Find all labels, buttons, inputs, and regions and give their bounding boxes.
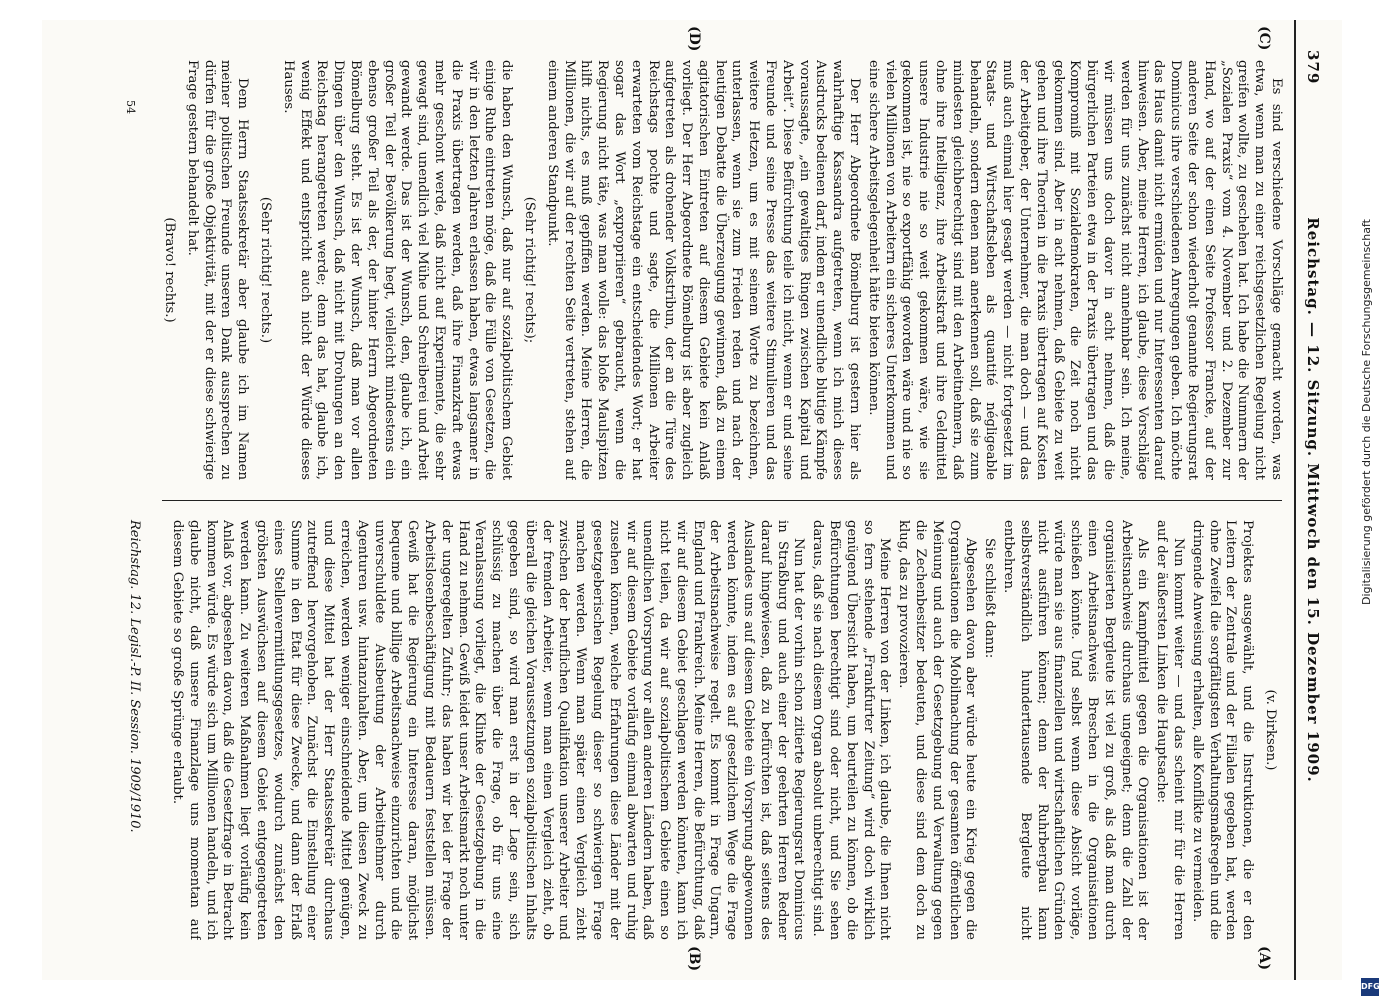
margin-marker-c: (C) (1255, 26, 1272, 51)
speaker-tag: (v. Dirksen.) (1262, 689, 1278, 771)
paragraph: Dem Herrn Staatssekretär aber glaube ich im Namen meiner politischen Freunde unseren Dank aussprechen zu dürfen für die große Objektivität, mit der er diese schwierige Frage gestern behandelt hat. (184, 60, 250, 480)
paragraph: Nun kommt weiter — und das scheint mir für die Herren auf der äußersten Linken die Hauptsache: (1153, 520, 1186, 940)
quote-paragraph: Abgesehen davon aber würde heute ein Krieg gegen die Organisationen die Mobilmachung der gesamten öffentlichen Meinung und auch der Gesetzgebung und Verwaltung gegen die Zechenbesitzer bedeuten, und diese sind dem doch zu klug, das zu provozieren. (895, 520, 978, 940)
page-header (1294, 20, 1324, 980)
column-divider (162, 500, 1282, 501)
rotated-page (42, 20, 1342, 980)
funding-note: Digitalisierung gefördert durch die Deutsche Forschungsgemeinschaft (1360, 219, 1373, 605)
paragraph: Nun hat der vorhin schon zitierte Regierungsrat Dominicus in Straßburg und auch einer der geehrten Herren Redner darauf hingewiesen, daß zu befürchten ist, daß seitens des Auslandes uns auf diesem Gebiete ein Vorsprung abgewonnen werden könnte, indem es auf gesetzlichem Wege die Frage der Arbeitsnachweise regelt. Es kommt in Frage Ungarn, England und Frankreich. Meine Herren, die Befürchtung, daß wir auf diesem Gebiet geschlagen werden könnten, kann ich nicht teilen, da wir auf sozialpolitischem Gebiete einen so unendlichen Vorsprung vor allen anderen Ländern haben, daß wir auf diesem Gebiete vorläufig einmal abwarten und ruhig zusehen können, welche Erfahrungen diese Länder mit der gesetzgeberischen Regelung dieser so schwierigen Frage machen werden. Wenn man später einen Vergleich zieht zwischen der beruflichen Qualifikation unserer Arbeiter und der fremden Arbeiter, wenn man einen Vergleich zieht, ob überall die gleichen Voraussetzungen sozialpolitischen Inhalts gegeben sind, so wird man erst in der Lage sein, sich schlüssig zu machen über die Frage, ob für uns eine Veranlassung vorliegt, die Klinke der Gesetzgebung in die Hand zu nehmen. Gewiß leidet unser Arbeitsmarkt noch unter der ungeregelten Zufuhr; das haben wir bei der Frage der Arbeitslosenbeschäftigung mit Bedauern feststellen müssen. Gewiß hat die Regierung ein Interesse daran, möglichst bequeme und billige Arbeitsnachweise einzurichten und die unverschuldete Ausbeutung der Arbeitnehmer durch Agenturen usw. hintanzuhalten. Aber, um diesen Zweck zu erreichen, werden weniger einschneidende Mittel genügen, und diese Mittel hat der Herr Staatssekretär durchaus zutreffend hervorgehoben. Zunächst die Einstellung einer Summe in den Etat für diese Zwecke, und dann der Erlaß eines Stellenvermittlungsgesetzes, wodurch zunächst den gröbsten Auswüchsen auf diesem Gebiet entgegengetreten werden kann. Zu weiteren Maßnahmen liegt vorläufig kein Anlaß vor, abgesehen davon, daß die Gesetzfrage in Betracht kommen würde. Es würde sich um Millionen handeln, und ich glaube nicht, daß unsere Finanzlage uns momentan auf diesem Gebiete so große Sprünge erlaubt. (169, 520, 806, 940)
page-number: 379 (1303, 50, 1322, 85)
page-title: Reichstag. — 12. Sitzung. Mittwoch den 15. Dezember 1909. (1303, 217, 1322, 783)
right-column-text (154, 60, 1284, 480)
paragraph: Der Herr Abgeordnete Bömelburg ist gestern hier als wahrhaftige Kassandra aufgetreten, wenn ich mich dieses Ausdrucks bedienen darf, indem er unendliche blutige Kämpfe voraussagte, „ein gewaltiges Ringen zwischen Kapital und Arbeit“. Diese Befürchtung teile ich nicht, wenn er und seine Freunde und seine Presse das weitere Stimulieren und das weitere Hetzen, um es mit seinem Worte zu bezeichnen, unterlassen, wenn sie zum Frieden reden und nach der heutigen Debatte die Überzeugung gewinnen, daß zu einem agitatorischen Eintreten auf diesem Gebiete kein Anlaß vorliegt. Der Herr Abgeordnete Bömelburg ist aber zugleich aufgetreten als drohender Volkstribun, der an die Türe des Reichstags pochte und sagte, die Millionen Arbeiter erwarteten vom Reichstage ein entscheidendes Wort; er hat sogar das Wort „expropriieren“ gebraucht, wenn die Regierung nicht täte, was man wolle: das bloße Maulspitzen hilft nichts, es muß gepfiffen werden. Meine Herren, die Millionen, die wir auf der rechten Seite vertreten, stehen auf einem anderen Standpunkt. (544, 60, 862, 480)
interjection: (Bravo! rechts.) (161, 217, 177, 323)
dfg-logo: DFG (1361, 978, 1379, 996)
page-footer: Reichstag. 12. Legisl.-P. II. Session. 1909/1910. (126, 520, 142, 833)
margin-marker-b: (B) (685, 946, 702, 972)
signature-mark: 54 (123, 100, 137, 114)
margin-marker-a: (A) (1255, 946, 1272, 971)
interjection: (Sehr richtig! rechts); (521, 196, 537, 344)
paragraph: die haben den Wunsch, daß nur auf sozialpolitischem Gebiet einige Ruhe eintreten möge, daß die Fülle von Gesetzen, die wir in den letzten Jahren erlassen haben, etwas langsamer in die Praxis übertragen werden, daß ihre Finanzkraft etwas mehr geschont werde, daß nicht auf Experimente, die sehr gewagt sind, unendlich viel Mühe und Schreiberei und Arbeit gewandt werde. Das ist der Wunsch, den, glaube ich, ein großer Teil der Bevölkerung hegt, vielleicht mindestens ein ebenso großer Teil als der, der hinter Herrn Abgeordneten Bömelburg steht. Es ist der Wunsch, daß man vor allen Dingen über den Wunsch, daß nicht mit Drohungen an den Reichstag herangetreten werde; denn das hat, glaube ich, wenig Effekt und entspricht auch nicht der Würde dieses Hauses. (280, 60, 514, 480)
margin-marker-d: (D) (685, 26, 702, 52)
paragraph: Es sind verschiedene Vorschläge gemacht worden, was etwa, wenn man zu einer reichsgesetzlichen Regelung nicht greifen wollte, zu geschehen hat. Ich habe die Nummern der „Sozialen Praxis“ vom 4. November und 2. Dezember zur Hand, wo auf der einen Seite Professor Francke, auf der anderen Seite der schon wiederholt genannte Regierungsrat Dominicus ihre verschiedenen Anregungen geben. Ich möchte das Haus damit nicht ermüden und nur Interessenten darauf hinweisen. Aber, meine Herren, ich glaube, diese Vorschläge werden für uns zunächst nicht annehmbar sein. Ich meine, wir müssen uns doch davor in acht nehmen, daß die bürgerlichen Parteien etwa in der Praxis übertragen und das Kompromiß mit Sozialdemokraten, die Zeit noch nicht gekommen sind. Aber in acht nehmen, daß Gebiete zu weit gehen und ihre Theorien in die Praxis übertragen auf Kosten der Arbeitgeber, der Unternehmer, die man doch — und das muß auch einmal hier gesagt werden — nicht fortgesetzt im Staats- und Wirtschaftsleben als quantité négligeable behandeln, sondern denen man anerkennen soll, daß sie zum mindesten gleichberechtigt sind mit den Arbeitnehmern, daß ohne ihre Intelligenz, ihre Arbeitskraft und ihre Geldmittel unsere Industrie nie so weit gekommen wäre, wie sie gekommen ist, nie so exportfähig geworden wäre und nie so vielen Millionen von Arbeitern ein sicheres Unterkommen und eine sichere Arbeitsgelegenheit hätte bieten können. (865, 60, 1284, 480)
paragraph: Projektes ausgewählt, und die Instruktionen, die er den Leitern der Zentrale und der Filialen gegeben hat, werden ohne Zweifel die sorgfältigsten Verhaltungsmaßregeln und die dringende Anweisung erhalten, alle Konflikte zu vermeiden. (1189, 520, 1255, 940)
left-column-text (154, 520, 1284, 940)
paragraph: Sie schließt dann: (981, 538, 997, 659)
interjection: (Sehr richtig! rechts.) (257, 196, 273, 344)
quote-paragraph: Als ein Kampfmittel gegen die Organisationen ist der Arbeitsnachweis durchaus ungeeignet; denn die Zahl der organisierten Bergleute ist viel zu groß, als daß man durch einen Arbeitsnachweis Breschen in die Organisationen schießen könnte. Und selbst wenn diese Absicht vorläge, würde man sie aus finanziellen und wirtschaftlichen Gründen nicht ausführen können; denn der Ruhrbergbau kann selbstverständlich hunderttausende Bergleute nicht entbehren. (1000, 520, 1150, 940)
paragraph: Meine Herren von der Linken, ich glaube, die Ihnen nicht so fern stehende „Frankfurter Zeitung“ wird doch wirklich genügend Übersicht haben, um beurteilen zu können, ob die Befürchtungen berechtigt sind oder nicht, und Sie sehen daraus, daß sie nach diesem Organ absolut unberechtigt sind. (809, 520, 892, 940)
